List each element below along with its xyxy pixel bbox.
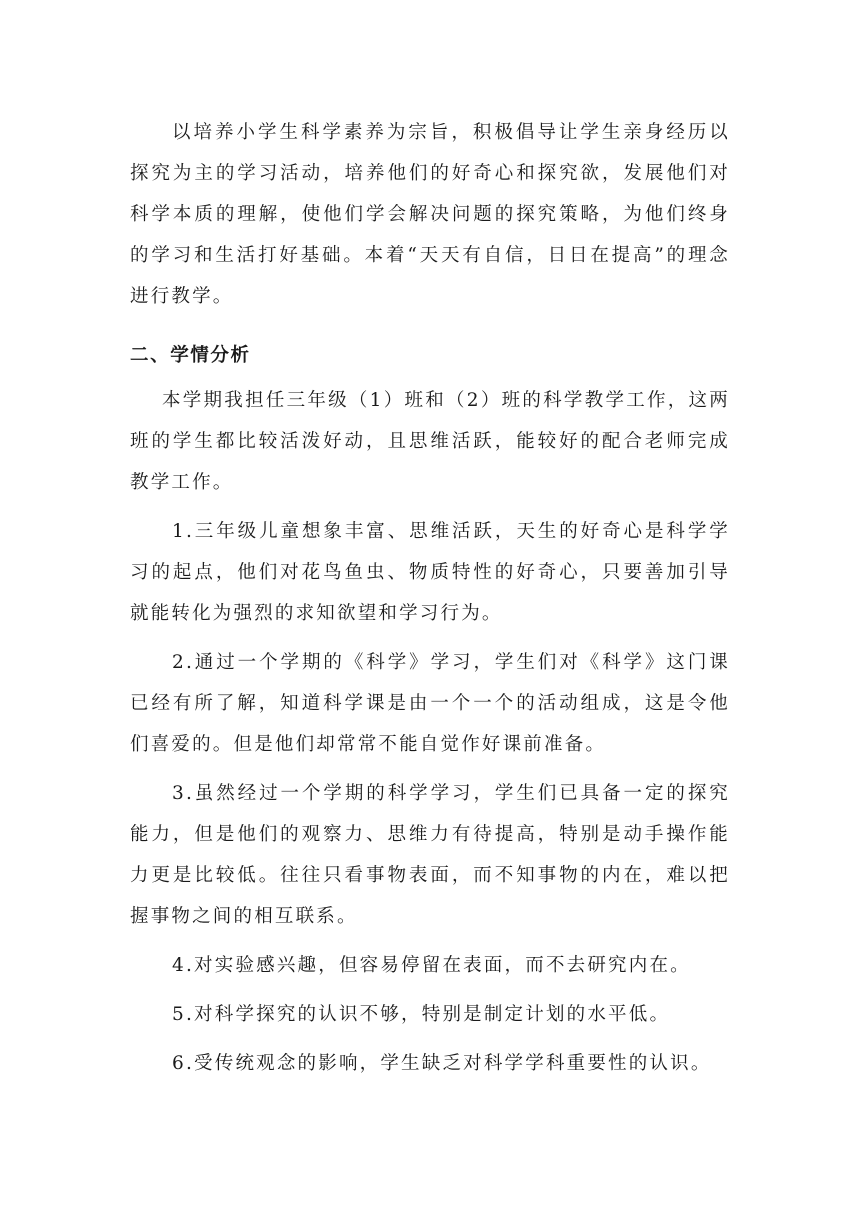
- section-intro-paragraph: 本学期我担任三年级（1）班和（2）班的科学教学工作，这两班的学生都比较活泼好动，且思维活跃，能较好的配合老师完成教学工作。: [130, 390, 730, 493]
- intro-paragraph: 以培养小学生科学素养为宗旨，积极倡导让学生亲身经历以探究为主的学习活动，培养他们的好奇心和探究欲，发展他们对科学本质的理解，使他们学会解决问题的探究策略，为他们终身的学习和生活打好基础。本着“天天有自信，日日在提高”的理念进行教学。: [130, 122, 730, 307]
- list-item-1: 1.三年级儿童想象丰富、思维活跃，天生的好奇心是科学学习的起点，他们对花鸟鱼虫、物质特性的好奇心，只要善加引导就能转化为强烈的求知欲望和学习行为。: [130, 521, 730, 624]
- spacer: [130, 317, 730, 327]
- list-item-6: 6.受传统观念的影响，学生缺乏对科学学科重要性的认识。: [172, 1053, 712, 1074]
- document-body: [130, 112, 730, 1092]
- list-item-5: 5.对科学探究的认识不够，特别是制定计划的水平低。: [172, 1004, 671, 1025]
- list-item-2: 2.通过一个学期的《科学》学习，学生们对《科学》这门课已经有所了解，知道科学课是由一个一个的活动组成，这是令他们喜爱的。但是他们却常常不能自觉作好课前准备。: [130, 652, 730, 755]
- section-heading: 二、学情分析: [130, 345, 251, 366]
- list-item-4: 4.对实验感兴趣，但容易停留在表面，而不去研究内在。: [172, 955, 691, 976]
- list-item-3: 3.虽然经过一个学期的科学学习，学生们已具备一定的探究能力，但是他们的观察力、思维力有待提高，特别是动手操作能力更是比较低。往往只看事物表面，而不知事物的内在，难以把握事物之间的相互联系。: [130, 783, 730, 927]
